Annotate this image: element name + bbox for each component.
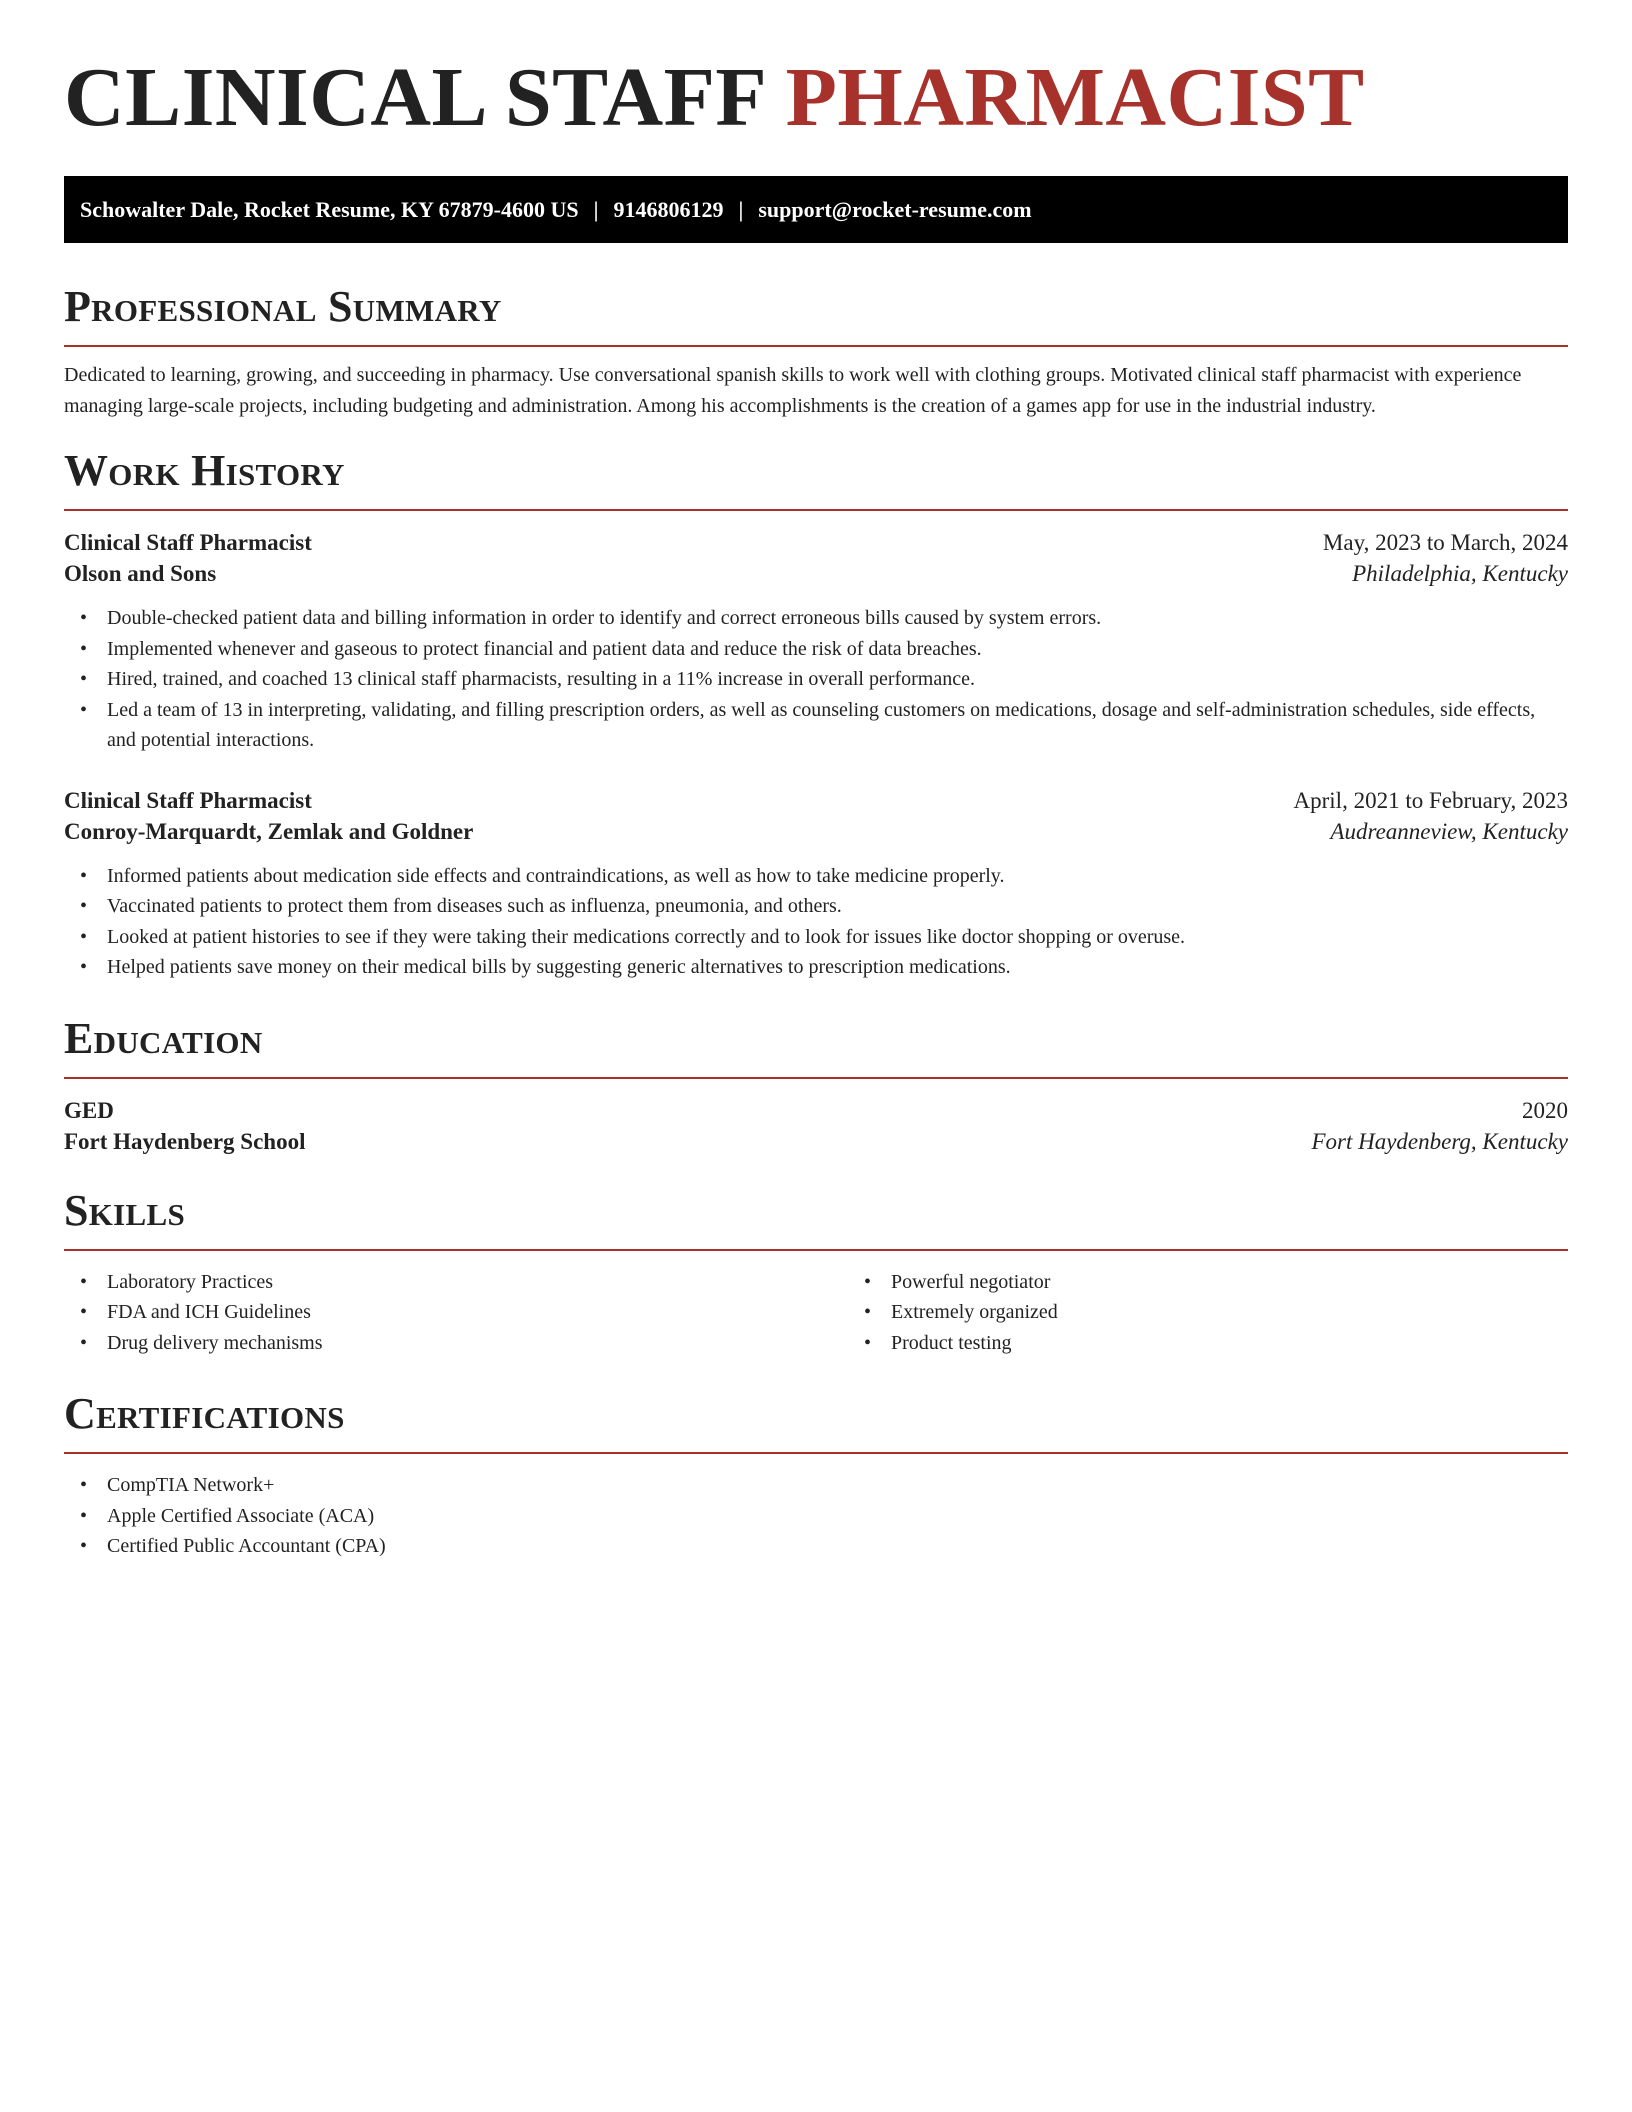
- education-degree: GED: [64, 1097, 114, 1123]
- certifications-section: [64, 1389, 1568, 1562]
- job-dates: May, 2023 to March, 2024: [1322, 530, 1568, 555]
- contact-address: Schowalter Dale, Rocket Resume, KY 67879-4600 US: [80, 196, 579, 222]
- title-accent: PHARMACIST: [785, 51, 1365, 144]
- list-item: • Product testing: [891, 1328, 1632, 1359]
- job-entry: [64, 788, 1568, 983]
- contact-separator: |: [738, 196, 744, 222]
- job-header-row: [64, 788, 1568, 814]
- list-item: • Certified Public Accountant (CPA): [107, 1531, 1568, 1562]
- list-item: • Implemented whenever and gaseous to protect financial and patient data and reduce the risk of data breaches.: [107, 634, 1568, 665]
- list-item: • Vaccinated patients to protect them from diseases such as influenza, pneumonia, and others.: [107, 891, 1568, 922]
- list-item: • Looked at patient histories to see if they were taking their medications correctly and to look for issues like doctor shopping or overuse.: [107, 922, 1568, 953]
- resume-title: [64, 0, 1568, 144]
- title-main: CLINICAL STAFF: [64, 51, 765, 144]
- list-item: • Hired, trained, and coached 13 clinical staff pharmacists, resulting in a 11% increase in overall performance.: [107, 664, 1568, 695]
- certifications-list: [64, 1470, 1568, 1562]
- section-divider: [64, 1077, 1568, 1079]
- list-item: • Laboratory Practices: [107, 1267, 848, 1298]
- education-school-row: [64, 1129, 1568, 1155]
- list-item: • CompTIA Network+: [107, 1470, 1568, 1501]
- contact-phone: 9146806129: [613, 196, 724, 222]
- list-item: • Informed patients about medication side effects and contraindications, as well as how to take medicine properly.: [107, 861, 1568, 892]
- list-item: • Extremely organized: [891, 1297, 1632, 1328]
- job-employer: Conroy-Marquardt, Zemlak and Goldner: [64, 818, 474, 844]
- job-employer-row: [64, 561, 1568, 587]
- skills-list-right: [848, 1267, 1632, 1359]
- section-divider: [64, 509, 1568, 511]
- education-year: 2020: [1522, 1097, 1568, 1123]
- job-title: Clinical Staff Pharmacist: [64, 530, 312, 555]
- job-employer: Olson and Sons: [64, 561, 217, 586]
- job-employer-row: [64, 819, 1568, 845]
- summary-text: Dedicated to learning, growing, and succeeding in pharmacy. Use conversational spanish skills to work well with clothing groups. Motivated clinical staff pharmacist with experience managing large-scale projects, including budgeting and administration. Among his accomplishments is the creation of a games app for use in the industrial industry.: [64, 364, 1522, 417]
- list-item: • Helped patients save money on their medical bills by suggesting generic alternatives to prescription medications.: [107, 952, 1568, 983]
- summary-section: [64, 282, 1568, 421]
- section-divider: [64, 1249, 1568, 1251]
- contact-email: support@rocket-resume.com: [758, 196, 1032, 222]
- section-divider: [64, 345, 1568, 347]
- education-school: Fort Haydenberg School: [64, 1128, 306, 1154]
- contact-separator: |: [593, 196, 599, 222]
- skills-heading: Skills: [64, 1185, 186, 1235]
- job-title: Clinical Staff Pharmacist: [64, 787, 312, 813]
- education-header-row: [64, 1098, 1568, 1124]
- work-history-heading: Work History: [64, 446, 345, 495]
- list-item: • Powerful negotiator: [891, 1267, 1632, 1298]
- job-header-row: [64, 530, 1568, 556]
- job-dates: April, 2021 to February, 2023: [1293, 787, 1568, 813]
- job-location: Audreanneview, Kentucky: [1330, 818, 1568, 844]
- list-item: • Apple Certified Associate (ACA): [107, 1501, 1568, 1532]
- job-entry: [64, 530, 1568, 756]
- list-item: • Drug delivery mechanisms: [107, 1328, 848, 1359]
- contact-bar: [64, 176, 1568, 243]
- education-location: Fort Haydenberg, Kentucky: [1311, 1128, 1568, 1154]
- skills-section: [64, 1186, 1568, 1359]
- job-location: Philadelphia, Kentucky: [1352, 561, 1568, 586]
- list-item: • FDA and ICH Guidelines: [107, 1297, 848, 1328]
- skills-list-left: [64, 1267, 848, 1359]
- job-bullets: [64, 861, 1568, 983]
- summary-heading: Professional Summary: [64, 282, 502, 331]
- skills-grid: [64, 1267, 1568, 1359]
- section-divider: [64, 1452, 1568, 1454]
- work-history-section: [64, 446, 1568, 983]
- list-item: • Led a team of 13 in interpreting, validating, and filling prescription orders, as well as counseling customers on medications, dosage and self-administration schedules, side effects, and potential interactions.: [107, 695, 1568, 756]
- list-item: • Double-checked patient data and billing information in order to identify and correct erroneous bills caused by system errors.: [107, 603, 1568, 634]
- education-heading: Education: [64, 1013, 263, 1063]
- certifications-heading: Certifications: [64, 1389, 345, 1438]
- job-bullets: [64, 603, 1568, 756]
- education-section: [64, 1014, 1568, 1155]
